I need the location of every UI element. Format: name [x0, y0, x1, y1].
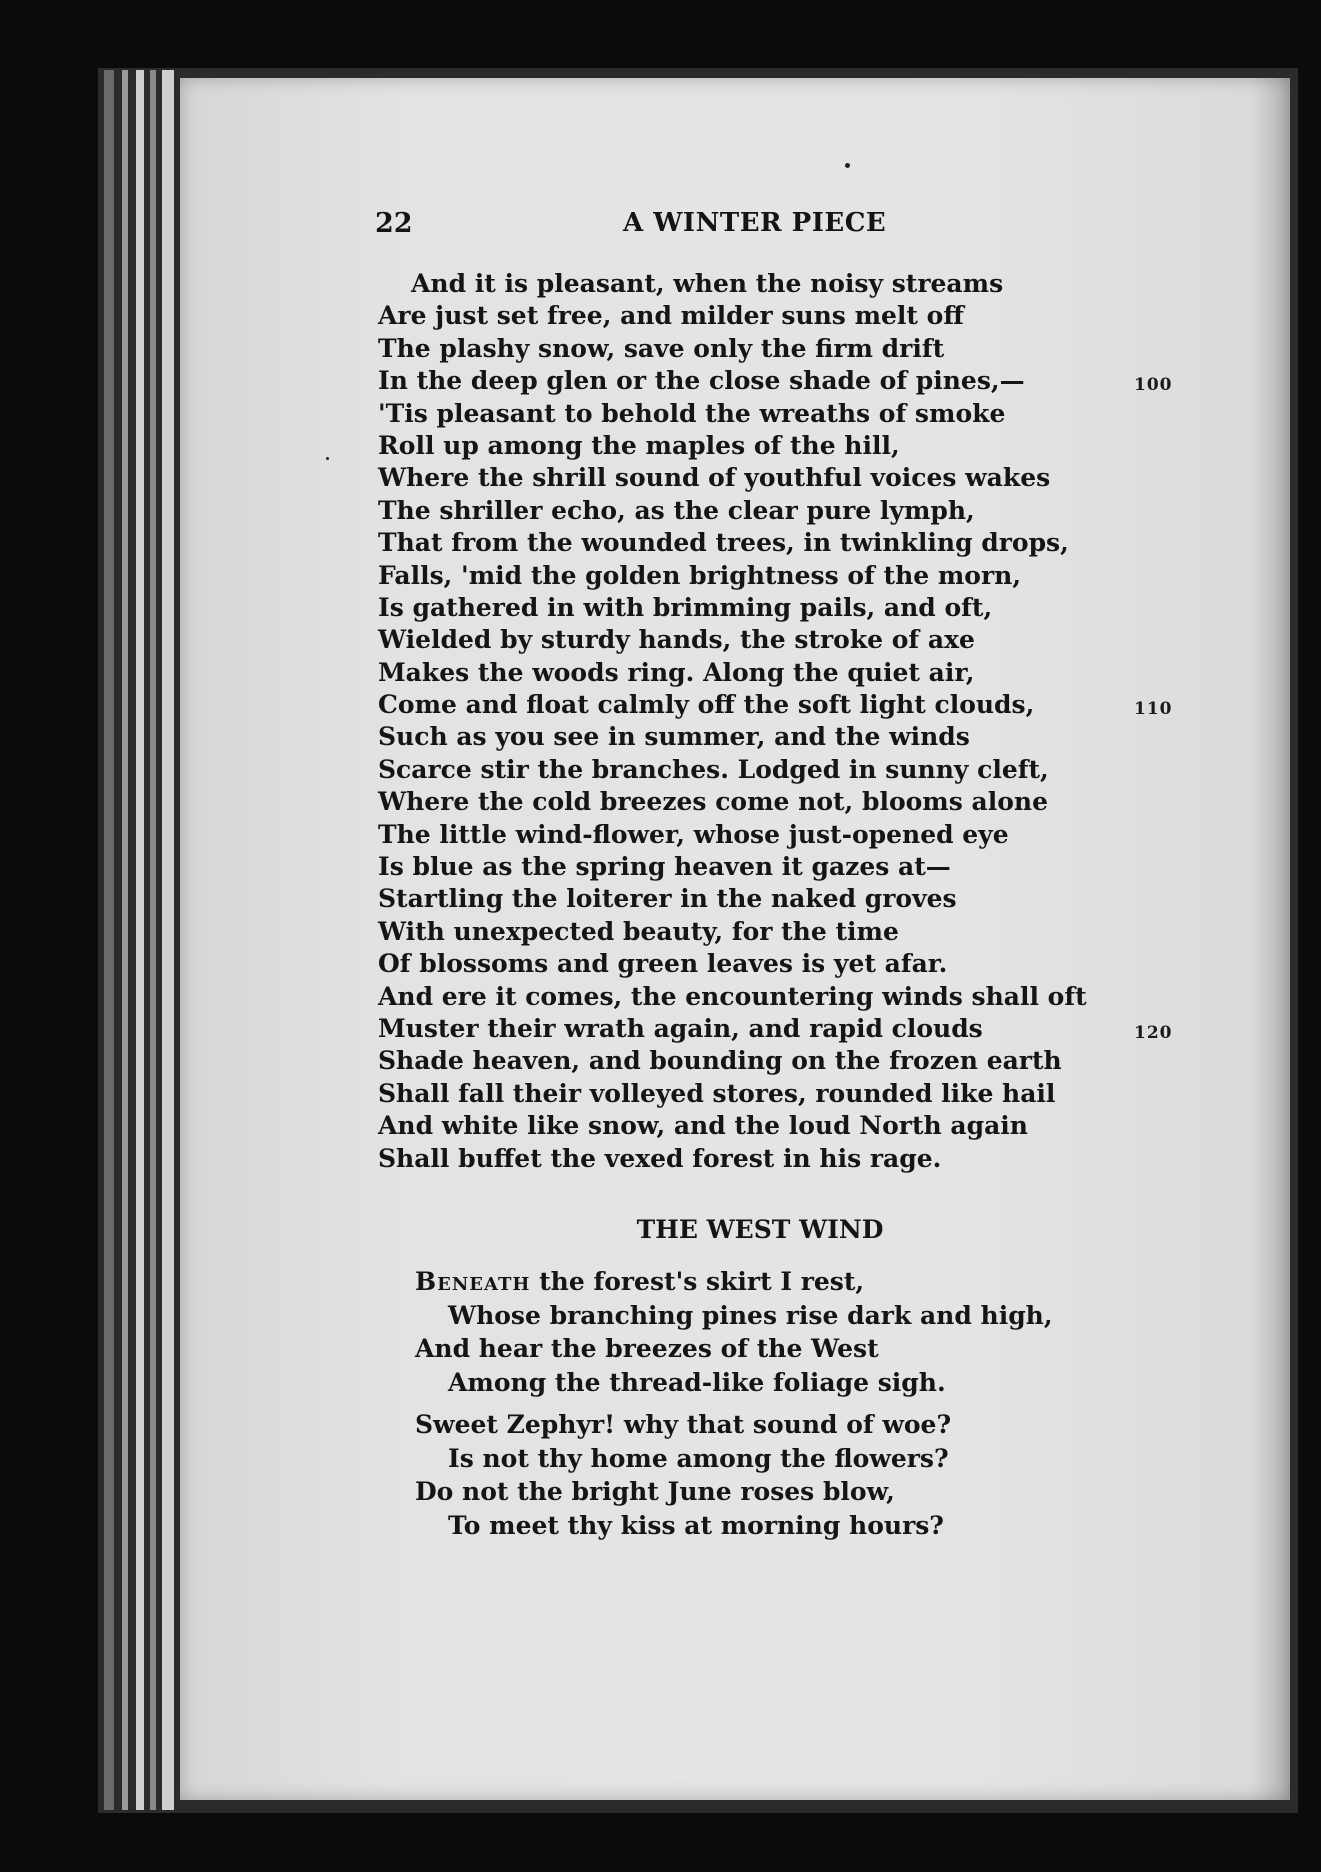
binding-stripe — [136, 70, 144, 1810]
poem-line: Do not the bright June roses blow, — [415, 1477, 895, 1506]
poem-line: The plashy snow, save only the firm drift — [378, 333, 945, 363]
poem-line — [415, 1265, 1115, 1299]
poem-line: Wielded by sturdy hands, the stroke of axe — [378, 625, 975, 655]
poem-line: And hear the breezes of the West — [415, 1334, 879, 1363]
poem-line: And white like snow, and the loud North again — [378, 1111, 1028, 1141]
binding-stripe — [104, 70, 114, 1810]
poem-line: Muster their wrath again, and rapid clouds — [378, 1013, 983, 1043]
poem-line: Of blossoms and green leaves is yet afar. — [378, 949, 948, 979]
poem-line: Where the cold breezes come not, blooms alone — [378, 787, 1048, 817]
speck — [326, 457, 329, 460]
line-number-110: 110 — [1134, 699, 1173, 719]
page-number: 22 — [375, 208, 413, 239]
stanza-lead-word: Beneath — [415, 1267, 531, 1296]
line-number-120: 120 — [1134, 1023, 1173, 1043]
poem-line: Is gathered in with brimming pails, and oft, — [378, 592, 993, 622]
speck — [845, 163, 850, 168]
poem-line: Is not thy home among the flowers? — [448, 1443, 949, 1473]
poem-line: Shall buffet the vexed forest in his rage. — [378, 1143, 942, 1173]
page-edge-shadow — [1250, 78, 1290, 1800]
poem-line-rest: the forest's skirt I rest, — [530, 1267, 865, 1296]
poem-line: Startling the loiterer in the naked groves — [378, 884, 957, 914]
poem-line: In the deep glen or the close shade of pines,— — [378, 366, 1025, 396]
stanza-2 — [415, 1408, 1115, 1542]
poem-line: Makes the woods ring. Along the quiet air, — [378, 657, 975, 687]
poem-line: Falls, 'mid the golden brightness of the morn, — [378, 560, 1022, 590]
binding-stripe — [122, 70, 128, 1810]
running-title: A WINTER PIECE — [623, 208, 887, 238]
poem-line: And ere it comes, the encountering winds shall oft — [378, 981, 1087, 1011]
poem-line: And it is pleasant, when the noisy streams — [411, 269, 1004, 298]
poem-line: Shade heaven, and bounding on the frozen earth — [378, 1046, 1062, 1076]
poem-line: Is blue as the spring heaven it gazes at— — [378, 852, 951, 882]
binding-stripe — [162, 70, 174, 1810]
section-title-west-wind: THE WEST WIND — [636, 1215, 884, 1244]
poem-line: Sweet Zephyr! why that sound of woe? — [415, 1410, 952, 1439]
poem-line: Among the thread-like foliage sigh. — [448, 1367, 946, 1397]
poem-line: To meet thy kiss at morning hours? — [448, 1510, 944, 1540]
poem-winter-piece — [378, 268, 1138, 1175]
poem-line: Roll up among the maples of the hill, — [378, 430, 900, 460]
poem-line: Where the shrill sound of youthful voices wakes — [378, 463, 1051, 493]
stanza-1 — [415, 1265, 1115, 1399]
poem-line: That from the wounded trees, in twinkling drops, — [378, 528, 1069, 558]
poem-line: 'Tis pleasant to behold the wreaths of smoke — [378, 398, 1006, 428]
poem-line: The little wind-flower, whose just-opened eye — [378, 819, 1009, 849]
poem-line: Scarce stir the branches. Lodged in sunny cleft, — [378, 754, 1049, 784]
poem-line: Shall fall their volleyed stores, rounded like hail — [378, 1078, 1056, 1108]
poem-line: Come and float calmly off the soft light clouds, — [378, 690, 1035, 720]
line-number-100: 100 — [1134, 375, 1173, 395]
binding-stripe — [150, 70, 156, 1810]
poem-line: The shriller echo, as the clear pure lymph, — [378, 495, 975, 525]
poem-line: Such as you see in summer, and the winds — [378, 722, 970, 752]
poem-line: With unexpected beauty, for the time — [378, 916, 899, 946]
poem-line: Are just set free, and milder suns melt off — [378, 301, 964, 331]
poem-line: Whose branching pines rise dark and high, — [448, 1300, 1053, 1330]
